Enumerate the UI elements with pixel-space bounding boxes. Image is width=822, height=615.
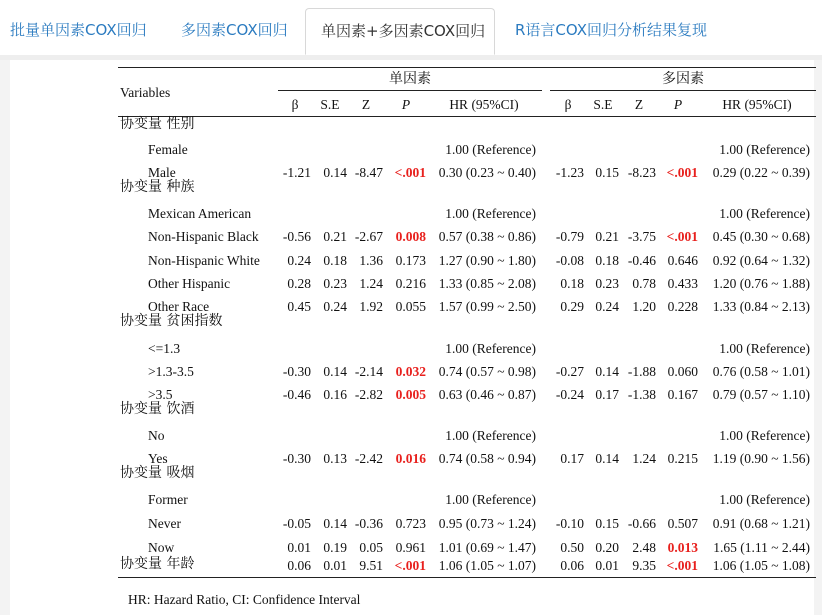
table-top-rule (118, 67, 816, 68)
multi-se: 0.17 (595, 387, 619, 402)
variables-header: Variables (120, 85, 171, 100)
uni-p-value: <.001 (394, 558, 426, 573)
multi-se: 0.14 (595, 364, 619, 379)
multi-p-value: 0.215 (667, 451, 698, 466)
multi-hr-ci: 0.92 (0.64 ~ 1.32) (712, 253, 810, 268)
uni-z: -0.36 (354, 516, 383, 531)
uni-col-beta: β (291, 97, 299, 112)
multi-p-value: 0.433 (667, 276, 698, 291)
multivariate-group-header: 多因素 (662, 71, 704, 87)
multi-hr-ci: 1.19 (0.90 ~ 1.56) (712, 451, 810, 466)
uni-se: 0.18 (323, 253, 347, 268)
table-bottom-rule (118, 577, 816, 578)
tab-multivariate-cox[interactable]: 多因素COX回归 (181, 21, 288, 39)
uni-p-value: 0.173 (395, 253, 426, 268)
multi-z: -1.38 (627, 387, 656, 402)
multi-col-se: S.E (593, 97, 613, 112)
multi-hr-ci: 1.00 (Reference) (719, 492, 810, 507)
multi-beta: -0.79 (555, 229, 584, 244)
multi-z: -8.23 (627, 165, 656, 180)
multi-hr-ci: 0.79 (0.57 ~ 1.10) (712, 387, 810, 402)
uni-hr-ci: 0.74 (0.57 ~ 0.98) (438, 364, 536, 379)
multi-p-value: 0.228 (667, 299, 698, 314)
multi-beta: -0.10 (555, 516, 584, 531)
uni-z: 0.05 (359, 540, 383, 555)
multi-z: -3.75 (627, 229, 656, 244)
multi-p-value: <.001 (666, 558, 698, 573)
multi-beta: 0.18 (560, 276, 584, 291)
multi-beta: 0.50 (560, 540, 584, 555)
uni-beta: 0.24 (287, 253, 311, 268)
multi-se: 0.15 (595, 165, 619, 180)
multi-p-value: 0.646 (667, 253, 698, 268)
multi-p-value: 0.167 (667, 387, 698, 402)
multi-hr-ci: 0.45 (0.30 ~ 0.68) (712, 229, 810, 244)
uni-hr-ci: 0.63 (0.46 ~ 0.87) (438, 387, 536, 402)
multi-p-value: 0.507 (667, 516, 698, 531)
multi-se: 0.20 (595, 540, 619, 555)
uni-se: 0.14 (323, 165, 347, 180)
row-label: <=1.3 (148, 341, 181, 356)
row-label: Never (148, 516, 181, 531)
univariate-group-header: 单因素 (389, 71, 431, 87)
uni-beta: -0.05 (282, 516, 311, 531)
multi-beta: -0.08 (555, 253, 584, 268)
multi-z: 9.35 (632, 558, 656, 573)
content-right-gutter (814, 60, 822, 615)
multi-hr-ci: 1.00 (Reference) (719, 428, 810, 443)
multi-z: 1.20 (632, 299, 656, 314)
table-footnote: HR: Hazard Ratio, CI: Confidence Interval (128, 592, 361, 607)
section-label: 协变量 吸烟 (120, 465, 195, 481)
uni-col-hr: HR (95%CI) (449, 97, 519, 112)
multi-p-value: 0.013 (667, 540, 698, 555)
tab-bar (0, 0, 822, 56)
uni-p-value: 0.216 (395, 276, 426, 291)
tab-univariate-multivariate-cox[interactable]: 单因素+多因素COX回归 (305, 8, 495, 55)
multi-z: -0.66 (627, 516, 656, 531)
uni-p-value: 0.723 (395, 516, 426, 531)
uni-hr-ci: 1.00 (Reference) (445, 428, 536, 443)
uni-se: 0.23 (323, 276, 347, 291)
uni-p-value: 0.005 (395, 387, 426, 402)
uni-z: 1.92 (359, 299, 383, 314)
uni-p-value: 0.055 (395, 299, 426, 314)
univariate-group-rule (278, 90, 542, 91)
multi-col-beta: β (564, 97, 572, 112)
uni-z: 1.36 (359, 253, 383, 268)
section-label: 协变量 饮酒 (120, 401, 195, 417)
uni-col-z: Z (361, 97, 371, 112)
uni-hr-ci: 1.33 (0.85 ~ 2.08) (438, 276, 536, 291)
uni-hr-ci: 0.30 (0.23 ~ 0.40) (438, 165, 536, 180)
multi-hr-ci: 1.00 (Reference) (719, 142, 810, 157)
multi-beta: 0.17 (560, 451, 584, 466)
multi-p-value: <.001 (666, 165, 698, 180)
tab-r-cox-reproduce[interactable]: R语言COX回归分析结果复现 (515, 21, 708, 39)
multi-col-z: Z (634, 97, 644, 112)
multi-se: 0.23 (595, 276, 619, 291)
uni-beta: 0.01 (287, 540, 311, 555)
multi-se: 0.15 (595, 516, 619, 531)
uni-p-value: 0.961 (395, 540, 426, 555)
row-label: Non-Hispanic White (148, 253, 260, 268)
multi-se: 0.18 (595, 253, 619, 268)
uni-z: 9.51 (359, 558, 383, 573)
uni-se: 0.14 (323, 516, 347, 531)
uni-se: 0.24 (323, 299, 347, 314)
section-label: 协变量 贫困指数 (120, 313, 223, 329)
uni-hr-ci: 1.01 (0.69 ~ 1.47) (438, 540, 536, 555)
row-label: Male (148, 165, 176, 180)
row-label: Non-Hispanic Black (148, 229, 259, 244)
multi-hr-ci: 1.00 (Reference) (719, 341, 810, 356)
uni-hr-ci: 1.00 (Reference) (445, 492, 536, 507)
row-label: Mexican American (148, 206, 252, 221)
uni-se: 0.14 (323, 364, 347, 379)
uni-col-se: S.E (320, 97, 340, 112)
multi-se: 0.21 (595, 229, 619, 244)
multi-beta: -0.27 (555, 364, 584, 379)
uni-beta: -0.30 (282, 451, 311, 466)
multi-hr-ci: 0.29 (0.22 ~ 0.39) (712, 165, 810, 180)
row-label: Now (148, 540, 175, 555)
uni-z: -8.47 (354, 165, 383, 180)
multi-hr-ci: 1.33 (0.84 ~ 2.13) (712, 299, 810, 314)
multi-hr-ci: 0.76 (0.58 ~ 1.01) (712, 364, 810, 379)
row-label: Other Hispanic (148, 276, 231, 291)
multi-col-p: P (673, 97, 683, 112)
uni-beta: 0.45 (287, 299, 311, 314)
uni-beta: 0.06 (287, 558, 311, 573)
row-label: Yes (148, 451, 168, 466)
uni-z: -2.14 (354, 364, 383, 379)
multi-col-hr: HR (95%CI) (722, 97, 792, 112)
uni-beta: -0.46 (282, 387, 311, 402)
multi-hr-ci: 0.91 (0.68 ~ 1.21) (712, 516, 810, 531)
uni-se: 0.16 (323, 387, 347, 402)
uni-z: -2.42 (354, 451, 383, 466)
uni-se: 0.21 (323, 229, 347, 244)
multi-hr-ci: 1.20 (0.76 ~ 1.88) (712, 276, 810, 291)
content-left-gutter (0, 60, 10, 615)
uni-z: -2.67 (354, 229, 383, 244)
multi-beta: 0.29 (560, 299, 584, 314)
uni-p-value: 0.032 (395, 364, 426, 379)
uni-p-value: 0.016 (395, 451, 426, 466)
uni-hr-ci: 1.27 (0.90 ~ 1.80) (438, 253, 536, 268)
row-label: Female (148, 142, 188, 157)
multi-hr-ci: 1.65 (1.11 ~ 2.44) (713, 540, 810, 555)
uni-hr-ci: 1.00 (Reference) (445, 142, 536, 157)
multi-hr-ci: 1.00 (Reference) (719, 206, 810, 221)
section-label: 协变量 年龄 (120, 556, 195, 572)
uni-p-value: <.001 (394, 165, 426, 180)
header-bottom-rule (118, 116, 816, 117)
uni-beta: -0.56 (282, 229, 311, 244)
multi-p-value: <.001 (666, 229, 698, 244)
uni-se: 0.01 (323, 558, 347, 573)
uni-hr-ci: 0.95 (0.73 ~ 1.24) (438, 516, 536, 531)
multi-beta: -0.24 (555, 387, 584, 402)
multi-z: -0.46 (627, 253, 656, 268)
uni-se: 0.13 (323, 451, 347, 466)
tab-batch-univariate-cox[interactable]: 批量单因素COX回归 (10, 21, 147, 39)
section-label: 协变量 性别 (120, 116, 195, 132)
row-label: Former (148, 492, 188, 507)
uni-se: 0.19 (323, 540, 347, 555)
multi-se: 0.14 (595, 451, 619, 466)
uni-hr-ci: 0.74 (0.58 ~ 0.94) (438, 451, 536, 466)
multi-beta: -1.23 (555, 165, 584, 180)
uni-z: 1.24 (359, 276, 383, 291)
multi-z: 1.24 (632, 451, 656, 466)
multi-z: 2.48 (632, 540, 656, 555)
uni-hr-ci: 1.57 (0.99 ~ 2.50) (438, 299, 536, 314)
uni-hr-ci: 1.00 (Reference) (445, 341, 536, 356)
row-label: >1.3-3.5 (148, 364, 194, 379)
row-label: Other Race (148, 299, 210, 314)
multi-p-value: 0.060 (667, 364, 698, 379)
uni-hr-ci: 1.06 (1.05 ~ 1.07) (438, 558, 536, 573)
tab-content-top-border (0, 55, 822, 60)
multi-beta: 0.06 (560, 558, 584, 573)
uni-beta: -1.21 (282, 165, 311, 180)
multivariate-group-rule (550, 90, 816, 91)
uni-col-p: P (401, 97, 411, 112)
multi-se: 0.24 (595, 299, 619, 314)
uni-z: -2.82 (354, 387, 383, 402)
row-label: >3.5 (148, 387, 173, 402)
section-label: 协变量 种族 (120, 179, 195, 195)
uni-beta: 0.28 (287, 276, 311, 291)
multi-z: 0.78 (632, 276, 656, 291)
multi-se: 0.01 (595, 558, 619, 573)
uni-hr-ci: 0.57 (0.38 ~ 0.86) (438, 229, 536, 244)
uni-hr-ci: 1.00 (Reference) (445, 206, 536, 221)
multi-z: -1.88 (627, 364, 656, 379)
uni-beta: -0.30 (282, 364, 311, 379)
uni-p-value: 0.008 (395, 229, 426, 244)
multi-hr-ci: 1.06 (1.05 ~ 1.08) (712, 558, 810, 573)
row-label: No (148, 428, 165, 443)
